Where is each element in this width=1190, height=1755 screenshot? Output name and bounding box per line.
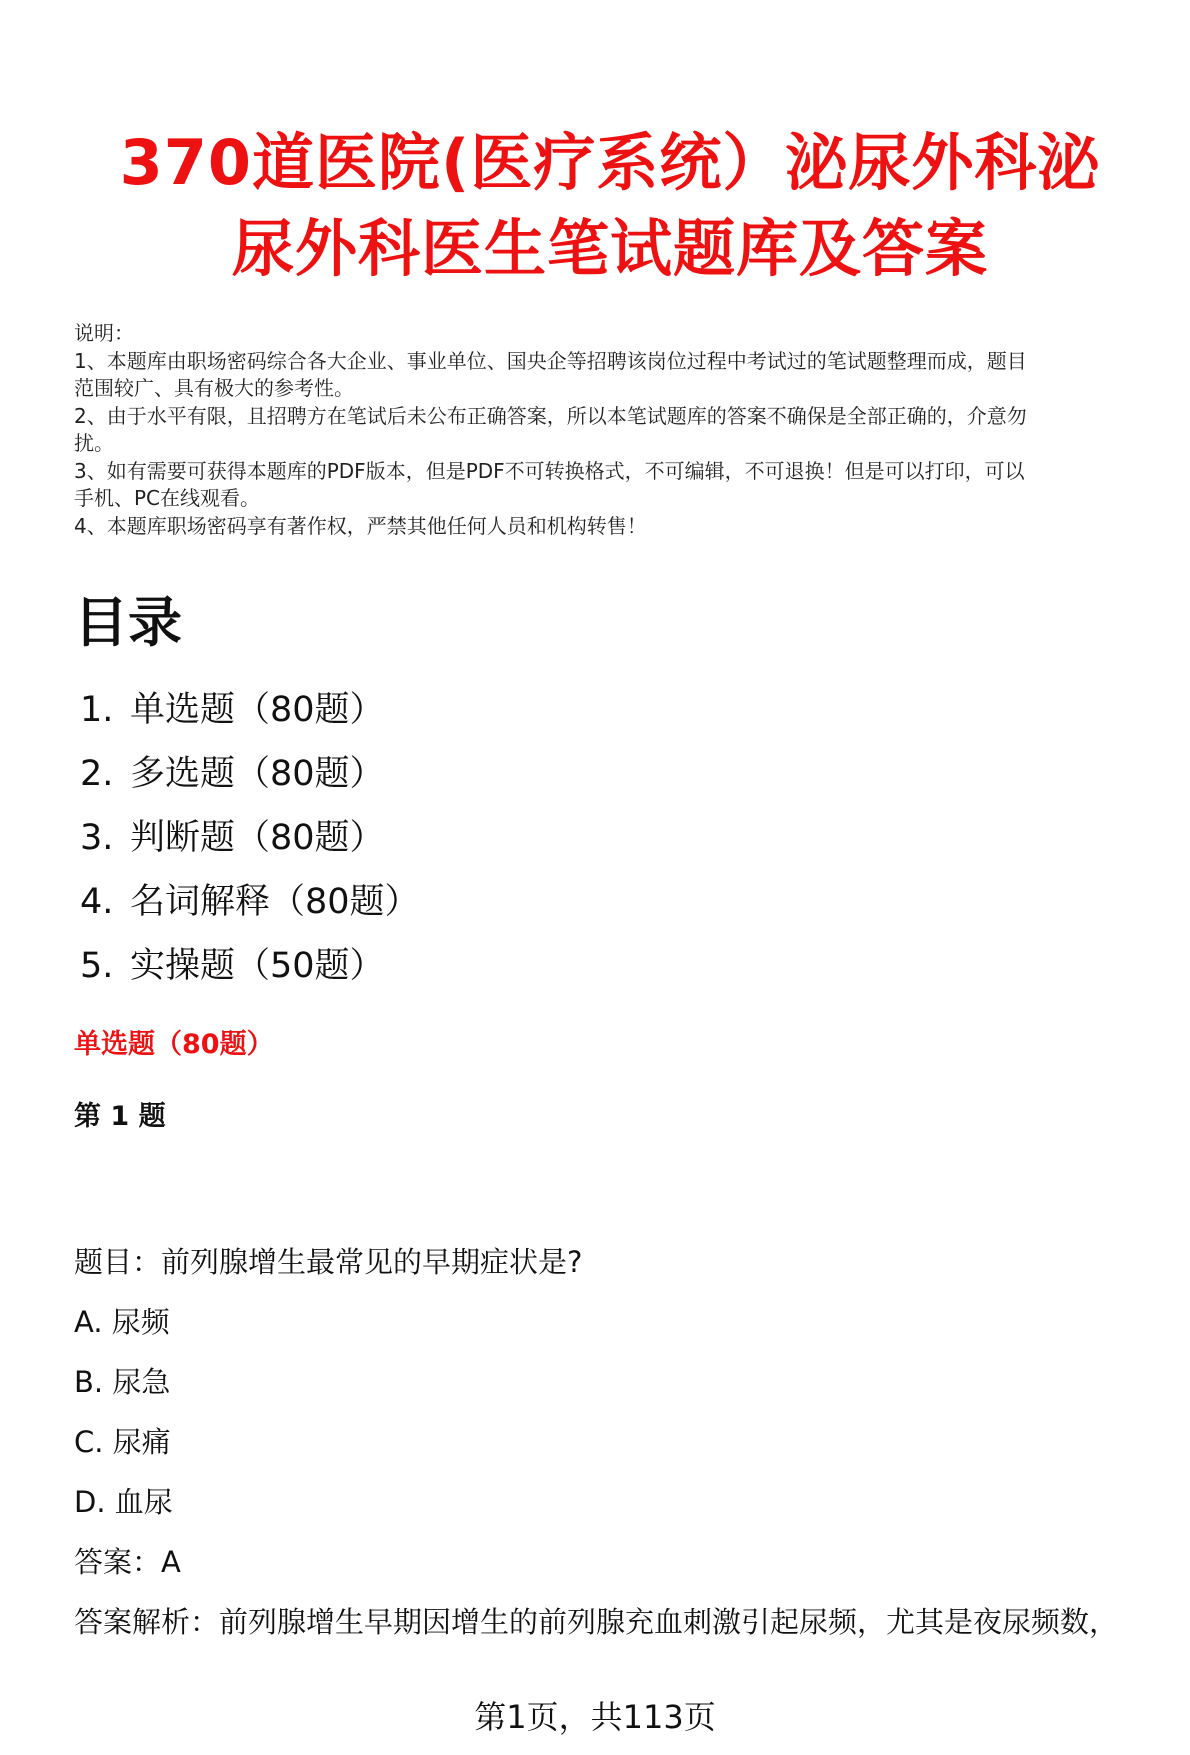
notes-block (74, 320, 1154, 540)
question-stem: 题目：前列腺增生最常见的早期症状是? (74, 1245, 583, 1279)
option-b: B. 尿急 (74, 1365, 171, 1399)
notes-line: 2、由于水平有限，且招聘方在笔试后未公布正确答案，所以本笔试题库的答案不确保是全部正确的，介意勿 (74, 403, 1027, 428)
toc-item[interactable] (80, 941, 420, 1005)
document-title (80, 120, 1140, 292)
toc-item-label: 单选题（80题） (130, 690, 385, 730)
page-footer: 第1页，共113页 (474, 1698, 716, 1736)
option-a: A. 尿频 (74, 1305, 170, 1339)
question-number: 第 1 题 (74, 1101, 166, 1132)
toc-item[interactable] (80, 685, 420, 749)
toc-item-number: 4. (80, 882, 114, 922)
notes-line: 1、本题库由职场密码综合各大企业、事业单位、国央企等招聘该岗位过程中考试过的笔试题整理而成，题目 (74, 348, 1027, 373)
toc-item-label: 判断题（80题） (130, 818, 385, 858)
toc-item[interactable] (80, 877, 420, 941)
option-c: C. 尿痛 (74, 1425, 171, 1459)
notes-line: 扰。 (74, 431, 114, 455)
toc-item-label: 多选题（80题） (130, 754, 385, 794)
answer-explanation: 答案解析：前列腺增生早期因增生的前列腺充血刺激引起尿频，尤其是夜尿频数， (74, 1605, 1119, 1639)
notes-line: 3、如有需要可获得本题库的PDF版本，但是PDF不可转换格式，不可编辑，不可退换！但是可以打印，可以 (74, 458, 1025, 483)
option-d: D. 血尿 (74, 1485, 173, 1519)
title-line-1: 370道医院(医疗系统）泌尿外科泌 (119, 126, 1101, 199)
notes-heading: 说明： (74, 321, 134, 345)
toc-heading: 目录 (74, 591, 182, 654)
toc-item-number: 5. (80, 946, 114, 986)
toc-item[interactable] (80, 749, 420, 813)
toc-item-number: 1. (80, 690, 114, 730)
title-line-2: 尿外科医生笔试题库及答案 (231, 212, 988, 285)
notes-line: 范围较广、具有极大的参考性。 (74, 376, 354, 400)
toc-item-number: 2. (80, 754, 114, 794)
toc-item-label: 名词解释（80题） (130, 882, 420, 922)
notes-line: 手机、PC在线观看。 (74, 486, 261, 510)
table-of-contents (80, 685, 420, 1005)
toc-item-label: 实操题（50题） (130, 946, 385, 986)
notes-line: 4、本题库职场密码享有著作权，严禁其他任何人员和机构转售！ (74, 513, 647, 538)
question-block (74, 1240, 1134, 1660)
section-title: 单选题（80题） (74, 1029, 274, 1060)
toc-item[interactable] (80, 813, 420, 877)
answer: 答案：A (74, 1545, 181, 1579)
toc-item-number: 3. (80, 818, 114, 858)
